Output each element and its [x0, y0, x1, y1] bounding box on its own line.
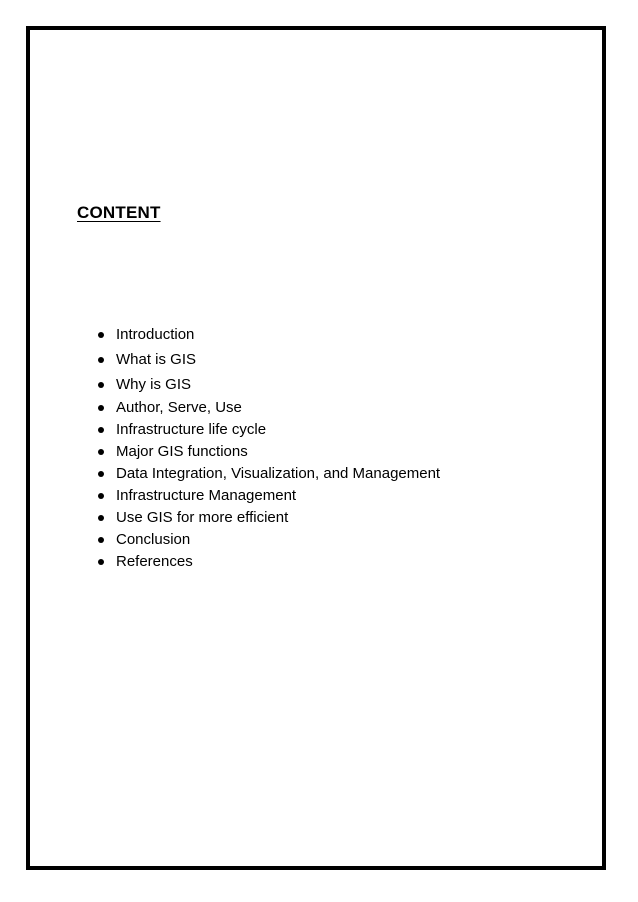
list-item-label: Infrastructure Management — [116, 487, 297, 504]
list-item — [96, 441, 440, 463]
list-item-label: Major GIS functions — [116, 443, 248, 460]
bullet-icon — [98, 405, 104, 411]
list-item-label: What is GIS — [116, 351, 197, 368]
list-item-label: Author, Serve, Use — [116, 399, 242, 416]
list-item-label: References — [116, 553, 193, 570]
bullet-icon — [98, 515, 104, 521]
list-item-label: Why is GIS — [116, 376, 192, 393]
list-item — [96, 372, 440, 397]
list-item — [96, 419, 440, 441]
list-item-label: Introduction — [116, 326, 195, 343]
list-item — [96, 397, 440, 419]
list-item — [96, 551, 440, 573]
bullet-icon — [98, 332, 104, 338]
bullet-icon — [98, 382, 104, 388]
list-item — [96, 507, 440, 529]
list-item-label: Conclusion — [116, 531, 191, 548]
page-title: CONTENT — [77, 203, 161, 222]
table-of-contents — [96, 322, 440, 573]
list-item-label: Infrastructure life cycle — [116, 421, 267, 438]
bullet-icon — [98, 559, 104, 565]
list-item-label: Data Integration, Visualization, and Management — [116, 465, 441, 482]
bullet-icon — [98, 537, 104, 543]
bullet-icon — [98, 427, 104, 433]
list-item-label: Use GIS for more efficient — [116, 509, 289, 526]
bullet-icon — [98, 449, 104, 455]
list-item — [96, 463, 440, 485]
bullet-icon — [98, 493, 104, 499]
list-item — [96, 485, 440, 507]
list-item — [96, 347, 440, 372]
list-item — [96, 529, 440, 551]
list-item — [96, 322, 440, 347]
bullet-icon — [98, 357, 104, 363]
bullet-icon — [98, 471, 104, 477]
